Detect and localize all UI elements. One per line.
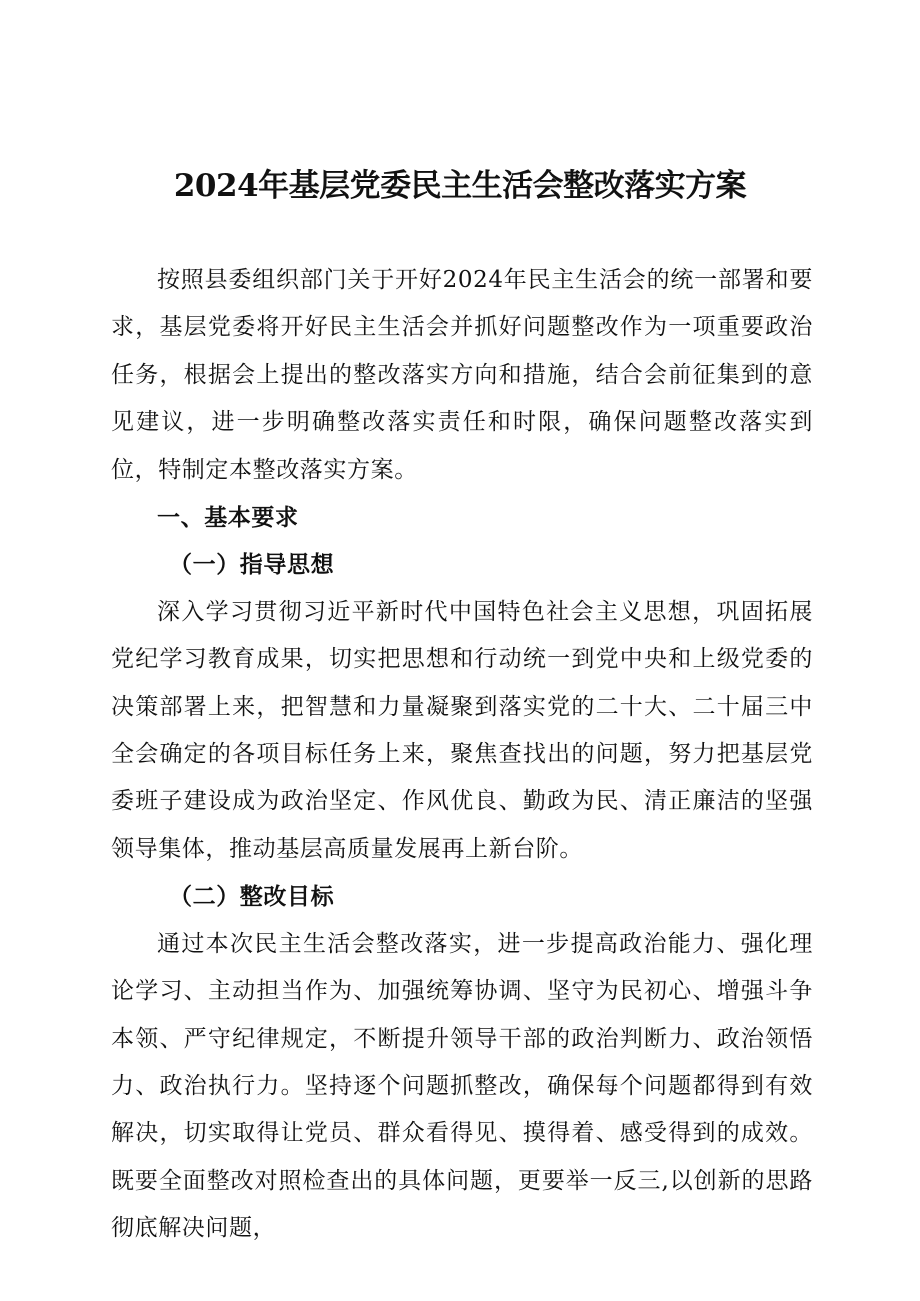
subsection-heading-guiding-ideology: （一）指导思想	[169, 551, 335, 579]
guiding-ideology-paragraph: 深入学习贯彻习近平新时代中国特色社会主义思想，巩固拓展党纪学习教育成果，切实把思想和行动统一到党中央和上级党委的决策部署上来，把智慧和力量凝聚到落实党的二十大、二十届三中全会确定的各项目标任务上来，聚焦查找出的问题，努力把基层党委班子建设成为政治坚定、作风优良、勤政为民、清正廉洁的坚强领导集体，推动基层高质量发展再上新台阶。	[111, 598, 813, 862]
document-title: 2024年基层党委民主生活会整改落实方案	[173, 168, 747, 204]
document-body	[111, 257, 813, 1253]
rectification-goals-paragraph: 通过本次民主生活会整改落实，进一步提高政治能力、强化理论学习、主动担当作为、加强统筹协调、坚守为民初心、增强斗争本领、严守纪律规定，不断提升领导干部的政治判断力、政治领悟力、政治执行力。坚持逐个问题抓整改，确保每个问题都得到有效解决，切实取得让党员、群众看得见、摸得着、感受得到的成效。既要全面整改对照检查出的具体问题，更要举一反三,以创新的思路彻底解决问题，	[111, 930, 813, 1242]
intro-paragraph: 按照县委组织部门关于开好2024年民主生活会的统一部署和要求，基层党委将开好民主生活会并抓好问题整改作为一项重要政治任务，根据会上提出的整改落实方向和措施，结合会前征集到的意见建议，进一步明确整改落实责任和时限，确保问题整改落实到位，特制定本整改落实方案。	[111, 267, 813, 483]
subsection-heading-rectification-goals: （二）整改目标	[169, 883, 335, 911]
section-heading-basic-requirements: 一、基本要求	[157, 504, 299, 532]
